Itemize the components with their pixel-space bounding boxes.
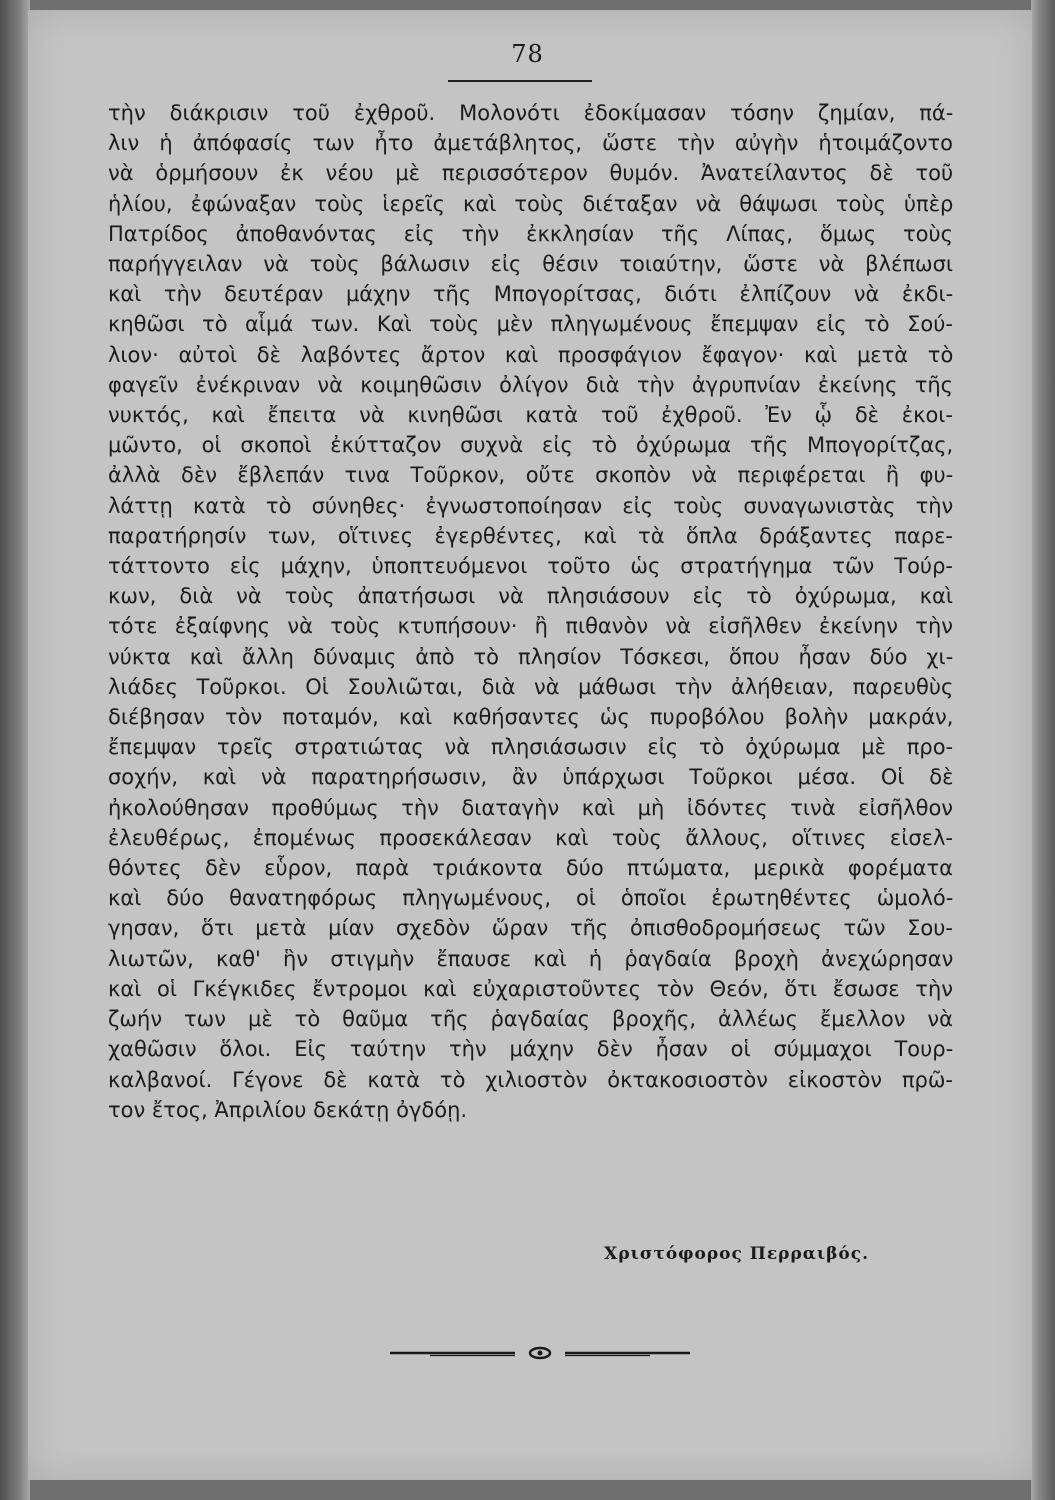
text-line: νύκτα καὶ ἄλλη δύναμις ἀπὸ τὸ πλησίον Τόσκεσι, ὅπου ἦσαν δύο χι-	[108, 644, 954, 669]
text-line: θόντες δὲν εὗρον, παρὰ τριάκοντα δύο πτώματα, μερικὰ φορέματα	[108, 856, 953, 881]
text-line: σοχήν, καὶ νὰ παρατηρήσωσιν, ἂν ὑπάρχωσι Τοῦρκοι μέσα. Οἱ δὲ	[108, 765, 954, 790]
text-line: μῶντο, οἱ σκοποὶ ἐκύτταζον συχνὰ εἰς τὸ ὀχύρωμα τῆς Μπογορίτζας,	[108, 433, 954, 458]
text-line: λάττῃ κατὰ τὸ σύνηθες· ἐγνωστοποίησαν εἰς τοὺς συναγωνιστὰς τὴν	[108, 493, 954, 518]
text-line: ἡλίου, ἐφώναξαν τοὺς ἱερεῖς καὶ τοὺς διέταξαν νὰ θάψωσι τοὺς ὑπὲρ	[108, 191, 954, 216]
page-edge	[1031, 0, 1055, 1500]
text-line: καὶ τὴν δευτέραν μάχην τῆς Μπογορίτσας, διότι ἐλπίζουν νὰ ἐκδι-	[108, 282, 954, 307]
text-line: τὴν διάκρισιν τοῦ ἐχθροῦ. Μολονότι ἐδοκίμασαν τόσην ζημίαν, πά-	[108, 101, 954, 125]
text-line: τάττοντο εἰς μάχην, ὑποπτευόμενοι τοῦτο ὡς στρατήγημα τῶν Τούρ-	[108, 554, 953, 579]
text-line: καὶ οἱ Γκέγκιδες ἔντρομοι καὶ εὐχαριστοῦντες τὸν Θεόν, ὅτι ἔσωσε τὴν	[108, 976, 953, 1001]
text-line: χαθῶσιν ὅλοι. Εἰς ταύτην τὴν μάχην δὲν ἦσαν οἱ σύμμαχοι Τουρ-	[108, 1037, 954, 1062]
text-line: καὶ δύο θανατηφόρως πληγωμένους, οἱ ὁποῖοι ἐρωτηθέντες ὡμολό-	[108, 886, 954, 911]
text-line: ἠκολούθησαν προθύμως τὴν διαταγὴν καὶ μὴ ἰδόντες τινὰ εἰσῆλθον	[108, 795, 954, 820]
text-line: λιάδες Τοῦρκοι. Οἱ Σουλιῶται, διὰ νὰ μάθωσι τὴν ἀλήθειαν, παρευθὺς	[108, 674, 954, 699]
page-number-rule	[448, 80, 592, 82]
text-line: ἔπεμψαν τρεῖς στρατιώτας νὰ πλησιάσωσιν εἰς τὸ ὀχύρωμα μὲ προ-	[108, 735, 954, 760]
text-line: τότε ἐξαίφνης νὰ τοὺς κτυπήσουν· ἢ πιθανὸν νὰ εἰσῆλθεν ἐκείνην τὴν	[108, 614, 953, 639]
text-line: καλβανοί. Γέγονε δὲ κατὰ τὸ χιλιοστὸν ὀκτακοσιοστὸν εἰκοστὸν πρῶ-	[108, 1067, 953, 1092]
page-number: 78	[511, 40, 544, 68]
text-line: ζωήν των μὲ τὸ θαῦμα τῆς ῥαγδαίας βροχῆς, ἀλλέως ἔμελλον νὰ	[108, 1007, 953, 1032]
text-line: λιον· αὐτοὶ δὲ λαβόντες ἄρτον καὶ προσφάγιον ἔφαγον· καὶ μετὰ τὸ	[108, 342, 954, 367]
text-line: γησαν, ὅτι μετὰ μίαν σχεδὸν ὥραν τῆς ὀπισθοδρομήσεως τῶν Σου-	[108, 916, 953, 941]
text-line: λιν ἡ ἀπόφασίς των ἦτο ἀμετάβλητος, ὥστε τὴν αὐγὴν ἡτοιμάζοντο	[108, 131, 953, 156]
text-line: ἐλευθέρως, ἐπομένως προσεκάλεσαν καὶ τοὺς ἄλλους, οἵτινες εἰσελ-	[108, 825, 953, 850]
text-line: φαγεῖν ἐνέκριναν νὰ κοιμηθῶσιν ὀλίγον διὰ τὴν ἀγρυπνίαν ἐκείνης τῆς	[108, 372, 953, 397]
text-line: ἀλλὰ δὲν ἔβλεπάν τινα Τοῦρκον, οὔτε σκοπὸν νὰ περιφέρεται ἢ φυ-	[108, 463, 954, 488]
end-ornament	[390, 1343, 690, 1363]
text-line: κηθῶσι τὸ αἷμά των. Καὶ τοὺς μὲν πληγωμένους ἔπεμψαν εἰς τὸ Σού-	[108, 312, 953, 337]
text-line: παρήγγειλαν νὰ τοὺς βάλωσιν εἰς θέσιν τοιαύτην, ὥστε νὰ βλέπωσι	[108, 252, 953, 277]
body-text	[108, 98, 953, 1125]
text-line: κων, διὰ νὰ τοὺς ἀπατήσωσι νὰ πλησιάσουν εἰς τὸ ὀχύρωμα, καὶ	[108, 584, 953, 609]
text-line: λιωτῶν, καθ' ἣν στιγμὴν ἔπαυσε καὶ ἡ ῥαγδαία βροχὴ ἀνεχώρησαν	[108, 946, 954, 971]
text-line: νυκτός, καὶ ἔπειτα νὰ κινηθῶσι κατὰ τοῦ ἐχθροῦ. Ἐν ᾧ δὲ ἐκοι-	[108, 403, 953, 428]
text-line: παρατήρησίν των, οἵτινες ἐγερθέντες, καὶ τὰ ὅπλα δράξαντες παρε-	[108, 523, 953, 548]
text-line: τον ἔτος, Ἀπριλίου δεκάτῃ ὀγδόῃ.	[108, 1097, 468, 1122]
book-gutter	[0, 0, 30, 1500]
text-line: Πατρίδος ἀποθανόντας εἰς τὴν ἐκκλησίαν τῆς Λίπας, ὅμως τοὺς	[108, 221, 953, 246]
text-line: διέβησαν τὸν ποταμόν, καὶ καθήσαντες ὡς πυροβόλου βολὴν μακράν,	[108, 705, 954, 730]
text-line: νὰ ὁρμήσουν ἐκ νέου μὲ περισσότερον θυμόν. Ἀνατείλαντος δὲ τοῦ	[108, 161, 954, 186]
author-signature: Χριστόφορος Περραιβός.	[604, 1244, 869, 1264]
